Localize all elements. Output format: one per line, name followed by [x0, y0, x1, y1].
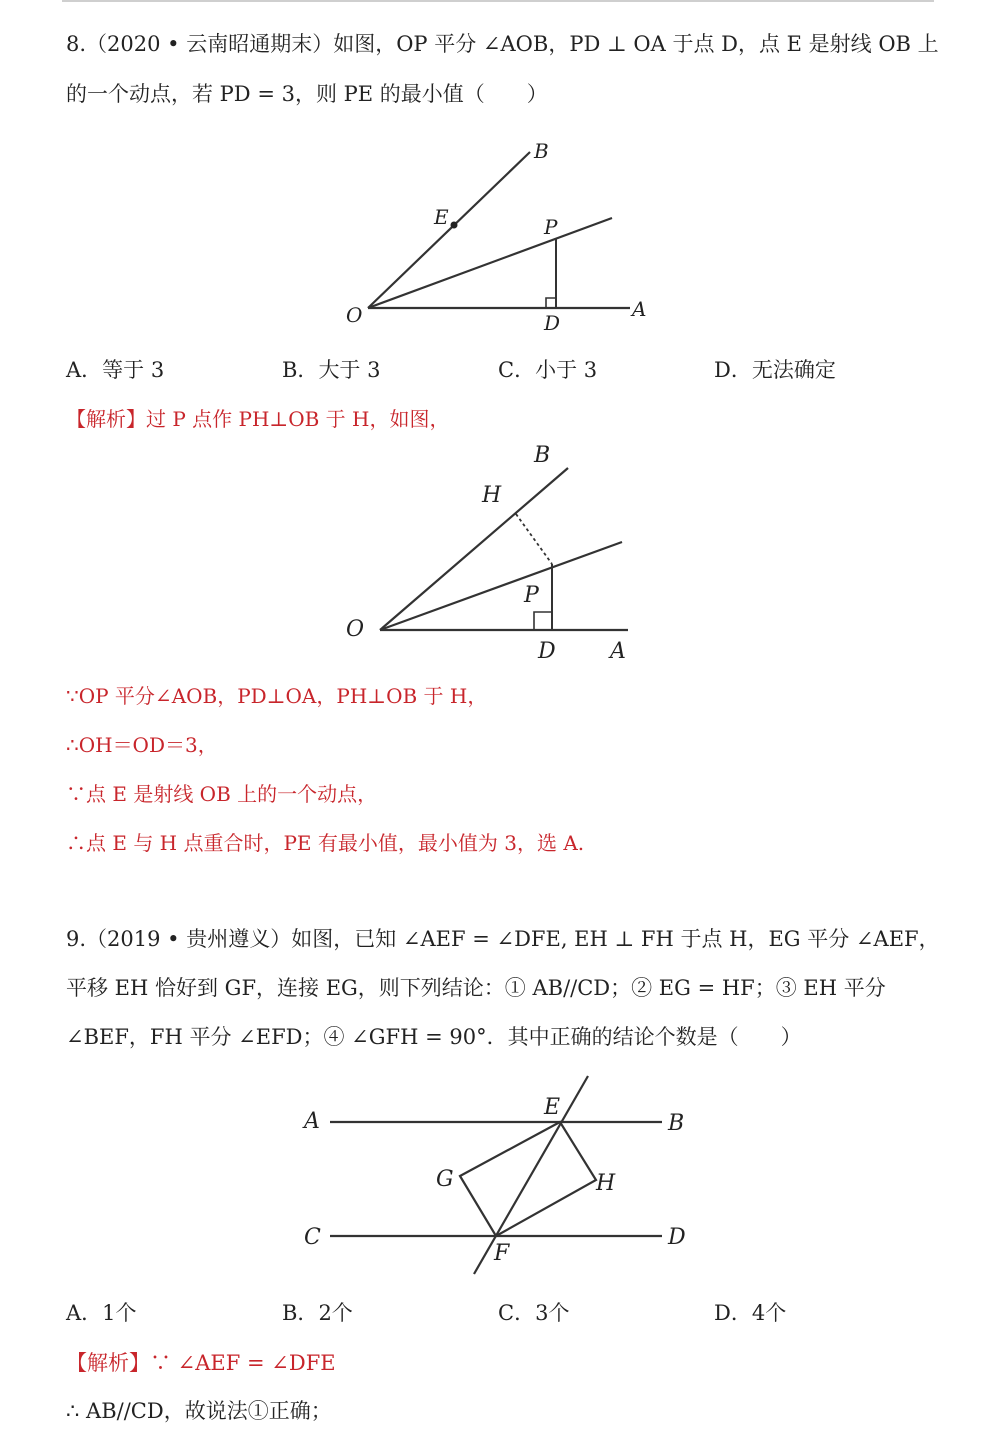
q8-analysis-intro: 【解析】过 P 点作 PH⊥OB 于 H，如图， [66, 407, 450, 431]
q8-step-2: ∴OH＝OD＝3， [66, 733, 218, 757]
q9-step-1: ∴ AB//CD，故说法①正确； [66, 1399, 332, 1423]
fig3-label-d: D [668, 1225, 686, 1250]
fig2-label-h: H [482, 483, 502, 508]
q9-stem-line-3: ∠BEF，FH 平分 ∠EFD；④ ∠GFH = 90°．其中正确的结论个数是（ ） [66, 1025, 802, 1049]
fig2-label-o: O [346, 617, 365, 642]
q9-choice-a: A．1个 [66, 1301, 137, 1325]
q8-step-1: ∵OP 平分∠AOB，PD⊥OA，PH⊥OB 于 H， [66, 684, 488, 708]
q8-stem-line-1: 8.（2020 • 云南昭通期末）如图，OP 平分 ∠AOB，PD ⊥ OA 于点 D，点 E 是射线 OB 上 [66, 32, 939, 56]
fig3-label-e: E [544, 1095, 561, 1120]
fig3-label-f: F [494, 1241, 510, 1266]
fig3-label-c: C [304, 1225, 321, 1250]
q9-choice-d: D．4个 [714, 1301, 787, 1325]
q9-choice-c: C．3个 [498, 1301, 570, 1325]
q8-choice-d: D．无法确定 [714, 358, 836, 382]
fig2-label-p: P [524, 583, 539, 608]
q8-analysis-figure [340, 440, 640, 670]
fig1-label-p: P [544, 215, 558, 239]
fig2-label-d: D [538, 639, 556, 664]
fig3-label-a: A [304, 1109, 320, 1134]
fig3-label-b: B [668, 1111, 685, 1136]
q9-analysis-intro-text: 【解析】∵ ∠AEF = ∠DFE [66, 1351, 336, 1375]
q9-choice-b: B．2个 [282, 1301, 353, 1325]
q9-figure [300, 1070, 700, 1280]
fig1-label-e: E [434, 205, 449, 229]
q8-choice-a: A．等于 3 [66, 358, 165, 382]
fig2-label-a: A [610, 639, 626, 664]
q8-stem-line-2: 的一个动点，若 PD = 3，则 PE 的最小值（ ） [66, 82, 548, 106]
q8-figure [330, 130, 660, 340]
fig1-label-a: A [632, 297, 647, 321]
fig1-label-d: D [544, 311, 561, 335]
q9-analysis-intro [66, 1349, 336, 1377]
q8-step-4: ∴点 E 与 H 点重合时，PE 有最小值，最小值为 3，选 A. [66, 831, 585, 855]
fig2-label-b: B [534, 443, 551, 468]
fig1-label-b: B [534, 139, 549, 163]
fig3-label-g: G [436, 1167, 454, 1192]
q8-choice-b: B．大于 3 [282, 358, 381, 382]
q8-step-3: ∵点 E 是射线 OB 上的一个动点， [66, 782, 378, 806]
top-divider [62, 0, 934, 2]
fig1-label-o: O [346, 303, 363, 327]
q9-stem-line-1: 9.（2019 • 贵州遵义）如图，已知 ∠AEF = ∠DFE, EH ⊥ FH 于点 H，EG 平分 ∠AEF， [66, 927, 940, 951]
q8-choice-c: C．小于 3 [498, 358, 598, 382]
q9-stem-line-2: 平移 EH 恰好到 GF，连接 EG，则下列结论：① AB//CD；② EG = HF；③ EH 平分 [66, 976, 886, 1000]
fig3-label-h: H [596, 1171, 616, 1196]
